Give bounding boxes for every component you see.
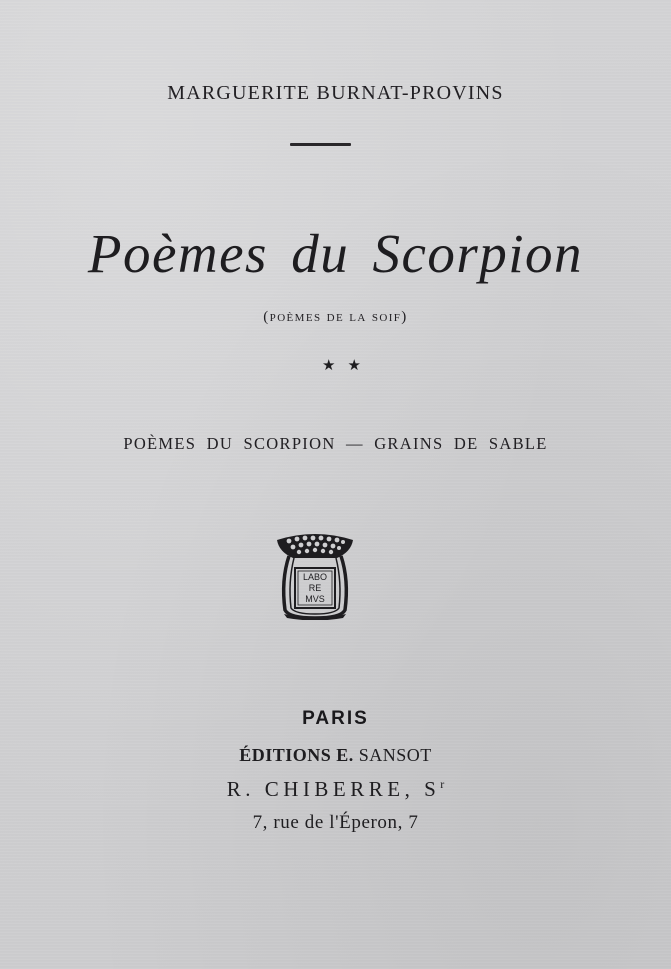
show-through-text [250, 330, 254, 347]
emblem-motto-line: RE [308, 582, 322, 593]
printer-suffix: r [440, 777, 445, 791]
book-subtitle: (poèmes de la soif) [263, 309, 408, 325]
imprint-publisher [0, 745, 671, 766]
publisher-editions: ÉDITIONS E. [239, 745, 354, 765]
imprint-address: 7, rue de l'Éperon, 7 [252, 812, 419, 833]
publisher-name: SANSOT [358, 745, 432, 765]
volume-contents [0, 434, 671, 454]
book-title: Poèmes du Scorpion [87, 223, 584, 284]
divider-rule [290, 143, 351, 146]
emblem-motto-line: LABO [302, 571, 327, 582]
volume-stars-icon: ★★ [322, 358, 373, 374]
emblem-motto [297, 570, 333, 606]
contents-separator: — [345, 434, 364, 453]
contents-part-1: POÈMES DU SCORPION [123, 434, 336, 453]
imprint-printer [0, 777, 671, 802]
laboremus-emblem-icon [275, 530, 355, 620]
author-name: MARGUERITE BURNAT-PROVINS [167, 82, 504, 104]
emblem-motto-line: MVS [305, 593, 325, 604]
imprint-city: PARIS [302, 708, 369, 729]
printer-name: R. CHIBERRE, S [226, 777, 441, 801]
contents-part-2: GRAINS DE SABLE [374, 434, 548, 453]
